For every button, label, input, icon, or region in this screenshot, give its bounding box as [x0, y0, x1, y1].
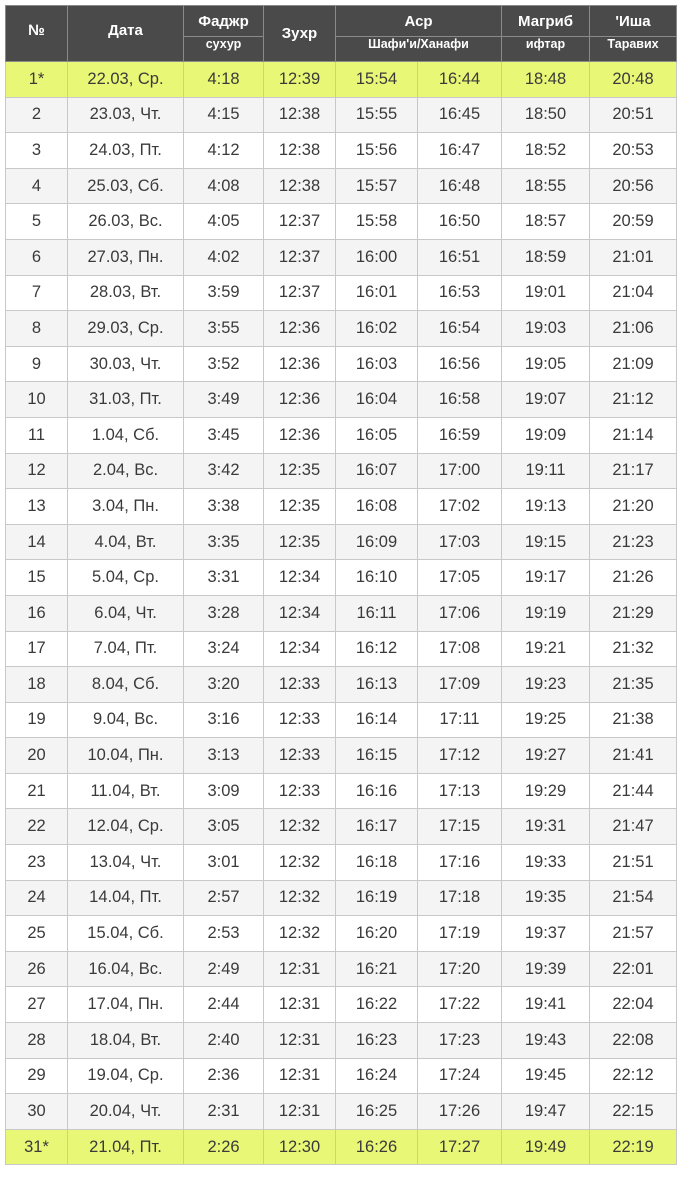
cell-asr-hanafi: 17:20 [418, 951, 502, 987]
cell-maghrib: 19:15 [502, 524, 590, 560]
cell-date: 10.04, Пн. [68, 738, 184, 774]
cell-date: 25.03, Сб. [68, 168, 184, 204]
cell-asr-shafii: 16:16 [336, 773, 418, 809]
table-row [6, 417, 677, 453]
header-isha: 'Иша [590, 6, 677, 37]
cell-asr-hanafi: 17:02 [418, 489, 502, 525]
table-body [6, 62, 677, 1165]
cell-isha: 22:12 [590, 1058, 677, 1094]
cell-date: 18.04, Вт. [68, 1023, 184, 1059]
cell-zuhr: 12:37 [264, 239, 336, 275]
cell-num: 29 [6, 1058, 68, 1094]
table-row [6, 239, 677, 275]
header-fajr-sub: сухур [184, 37, 264, 62]
cell-maghrib: 18:59 [502, 239, 590, 275]
cell-fajr: 3:59 [184, 275, 264, 311]
cell-asr-shafii: 16:10 [336, 560, 418, 596]
cell-maghrib: 19:33 [502, 845, 590, 881]
prayer-times-table-container [5, 5, 676, 1165]
cell-asr-hanafi: 16:50 [418, 204, 502, 240]
cell-isha: 21:26 [590, 560, 677, 596]
cell-fajr: 3:45 [184, 417, 264, 453]
cell-asr-shafii: 16:13 [336, 667, 418, 703]
table-row [6, 773, 677, 809]
cell-num: 18 [6, 667, 68, 703]
header-zuhr: Зухр [264, 6, 336, 62]
cell-zuhr: 12:33 [264, 738, 336, 774]
header-date: Дата [68, 6, 184, 62]
table-row [6, 845, 677, 881]
table-row-highlighted [6, 62, 677, 98]
cell-maghrib: 19:09 [502, 417, 590, 453]
table-row [6, 382, 677, 418]
cell-num: 2 [6, 97, 68, 133]
cell-fajr: 4:12 [184, 133, 264, 169]
cell-num: 26 [6, 951, 68, 987]
cell-maghrib: 18:48 [502, 62, 590, 98]
cell-asr-hanafi: 17:03 [418, 524, 502, 560]
cell-zuhr: 12:32 [264, 845, 336, 881]
cell-isha: 21:17 [590, 453, 677, 489]
cell-num: 12 [6, 453, 68, 489]
cell-zuhr: 12:37 [264, 275, 336, 311]
cell-fajr: 4:08 [184, 168, 264, 204]
cell-num: 23 [6, 845, 68, 881]
cell-isha: 20:53 [590, 133, 677, 169]
cell-isha: 21:35 [590, 667, 677, 703]
cell-zuhr: 12:32 [264, 916, 336, 952]
cell-fajr: 2:31 [184, 1094, 264, 1130]
cell-date: 19.04, Ср. [68, 1058, 184, 1094]
cell-num: 7 [6, 275, 68, 311]
cell-zuhr: 12:36 [264, 417, 336, 453]
cell-date: 6.04, Чт. [68, 595, 184, 631]
cell-isha: 21:04 [590, 275, 677, 311]
cell-asr-shafii: 16:26 [336, 1129, 418, 1165]
cell-asr-hanafi: 17:19 [418, 916, 502, 952]
cell-asr-hanafi: 16:51 [418, 239, 502, 275]
cell-fajr: 3:42 [184, 453, 264, 489]
cell-fajr: 2:44 [184, 987, 264, 1023]
cell-date: 3.04, Пн. [68, 489, 184, 525]
cell-zuhr: 12:35 [264, 489, 336, 525]
cell-zuhr: 12:30 [264, 1129, 336, 1165]
header-isha-sub: Таравих [590, 37, 677, 62]
cell-isha: 21:06 [590, 311, 677, 347]
cell-fajr: 3:09 [184, 773, 264, 809]
cell-asr-hanafi: 16:47 [418, 133, 502, 169]
table-row [6, 1023, 677, 1059]
cell-num: 3 [6, 133, 68, 169]
cell-zuhr: 12:39 [264, 62, 336, 98]
cell-zuhr: 12:31 [264, 1023, 336, 1059]
cell-asr-shafii: 16:24 [336, 1058, 418, 1094]
cell-num: 13 [6, 489, 68, 525]
cell-asr-shafii: 15:54 [336, 62, 418, 98]
cell-fajr: 2:36 [184, 1058, 264, 1094]
cell-date: 15.04, Сб. [68, 916, 184, 952]
cell-asr-shafii: 16:07 [336, 453, 418, 489]
table-row [6, 204, 677, 240]
table-row [6, 880, 677, 916]
cell-num: 30 [6, 1094, 68, 1130]
cell-num: 20 [6, 738, 68, 774]
cell-num: 21 [6, 773, 68, 809]
cell-asr-shafii: 16:14 [336, 702, 418, 738]
cell-isha: 21:47 [590, 809, 677, 845]
cell-date: 1.04, Сб. [68, 417, 184, 453]
cell-isha: 22:08 [590, 1023, 677, 1059]
cell-num: 27 [6, 987, 68, 1023]
table-row [6, 667, 677, 703]
cell-zuhr: 12:33 [264, 702, 336, 738]
cell-isha: 21:57 [590, 916, 677, 952]
cell-fajr: 3:35 [184, 524, 264, 560]
cell-isha: 21:20 [590, 489, 677, 525]
cell-isha: 21:51 [590, 845, 677, 881]
cell-isha: 21:09 [590, 346, 677, 382]
cell-zuhr: 12:36 [264, 346, 336, 382]
table-row [6, 560, 677, 596]
cell-zuhr: 12:33 [264, 667, 336, 703]
cell-num: 10 [6, 382, 68, 418]
cell-zuhr: 12:33 [264, 773, 336, 809]
cell-maghrib: 19:13 [502, 489, 590, 525]
cell-asr-hanafi: 17:12 [418, 738, 502, 774]
cell-num: 11 [6, 417, 68, 453]
cell-asr-shafii: 16:15 [336, 738, 418, 774]
cell-asr-hanafi: 16:44 [418, 62, 502, 98]
cell-num: 8 [6, 311, 68, 347]
table-row [6, 1094, 677, 1130]
cell-asr-shafii: 16:20 [336, 916, 418, 952]
table-row [6, 524, 677, 560]
cell-isha: 22:01 [590, 951, 677, 987]
cell-date: 4.04, Вт. [68, 524, 184, 560]
cell-fajr: 3:52 [184, 346, 264, 382]
cell-asr-hanafi: 17:09 [418, 667, 502, 703]
cell-zuhr: 12:34 [264, 631, 336, 667]
table-row [6, 97, 677, 133]
cell-date: 11.04, Вт. [68, 773, 184, 809]
cell-zuhr: 12:37 [264, 204, 336, 240]
cell-asr-hanafi: 17:23 [418, 1023, 502, 1059]
cell-asr-hanafi: 16:45 [418, 97, 502, 133]
cell-zuhr: 12:32 [264, 880, 336, 916]
cell-date: 26.03, Вс. [68, 204, 184, 240]
cell-asr-shafii: 16:12 [336, 631, 418, 667]
cell-num: 31* [6, 1129, 68, 1165]
cell-asr-hanafi: 17:00 [418, 453, 502, 489]
cell-fajr: 2:49 [184, 951, 264, 987]
cell-fajr: 3:38 [184, 489, 264, 525]
cell-maghrib: 19:31 [502, 809, 590, 845]
cell-fajr: 2:57 [184, 880, 264, 916]
cell-date: 21.04, Пт. [68, 1129, 184, 1165]
table-row [6, 1058, 677, 1094]
table-row [6, 133, 677, 169]
cell-fajr: 3:20 [184, 667, 264, 703]
cell-date: 2.04, Вс. [68, 453, 184, 489]
cell-zuhr: 12:31 [264, 987, 336, 1023]
cell-fajr: 2:53 [184, 916, 264, 952]
table-row [6, 738, 677, 774]
cell-fajr: 4:18 [184, 62, 264, 98]
table-row [6, 631, 677, 667]
cell-zuhr: 12:31 [264, 1094, 336, 1130]
cell-maghrib: 19:19 [502, 595, 590, 631]
cell-zuhr: 12:35 [264, 524, 336, 560]
cell-fajr: 4:02 [184, 239, 264, 275]
table-row [6, 311, 677, 347]
cell-date: 23.03, Чт. [68, 97, 184, 133]
cell-num: 24 [6, 880, 68, 916]
cell-date: 8.04, Сб. [68, 667, 184, 703]
cell-isha: 21:01 [590, 239, 677, 275]
prayer-times-table [5, 5, 677, 1165]
cell-isha: 22:04 [590, 987, 677, 1023]
cell-asr-hanafi: 17:15 [418, 809, 502, 845]
cell-date: 16.04, Вс. [68, 951, 184, 987]
table-row [6, 275, 677, 311]
cell-maghrib: 19:03 [502, 311, 590, 347]
cell-asr-hanafi: 16:48 [418, 168, 502, 204]
cell-date: 17.04, Пн. [68, 987, 184, 1023]
cell-asr-shafii: 16:01 [336, 275, 418, 311]
cell-maghrib: 19:41 [502, 987, 590, 1023]
cell-maghrib: 19:35 [502, 880, 590, 916]
header-maghrib: Магриб [502, 6, 590, 37]
cell-asr-shafii: 16:09 [336, 524, 418, 560]
cell-date: 13.04, Чт. [68, 845, 184, 881]
cell-asr-shafii: 16:25 [336, 1094, 418, 1130]
table-row-highlighted [6, 1129, 677, 1165]
table-row [6, 809, 677, 845]
cell-num: 25 [6, 916, 68, 952]
cell-zuhr: 12:38 [264, 168, 336, 204]
cell-maghrib: 19:39 [502, 951, 590, 987]
cell-num: 28 [6, 1023, 68, 1059]
cell-isha: 21:14 [590, 417, 677, 453]
cell-isha: 21:12 [590, 382, 677, 418]
header-asr: Аср [336, 6, 502, 37]
cell-isha: 22:19 [590, 1129, 677, 1165]
cell-asr-shafii: 15:55 [336, 97, 418, 133]
cell-fajr: 2:26 [184, 1129, 264, 1165]
cell-zuhr: 12:36 [264, 311, 336, 347]
cell-maghrib: 19:17 [502, 560, 590, 596]
cell-num: 14 [6, 524, 68, 560]
cell-asr-hanafi: 17:13 [418, 773, 502, 809]
cell-asr-shafii: 16:05 [336, 417, 418, 453]
cell-date: 30.03, Чт. [68, 346, 184, 382]
cell-asr-shafii: 15:56 [336, 133, 418, 169]
cell-isha: 21:38 [590, 702, 677, 738]
cell-date: 9.04, Вс. [68, 702, 184, 738]
cell-asr-hanafi: 17:05 [418, 560, 502, 596]
cell-asr-hanafi: 17:18 [418, 880, 502, 916]
cell-fajr: 3:16 [184, 702, 264, 738]
cell-fajr: 3:55 [184, 311, 264, 347]
cell-fajr: 3:28 [184, 595, 264, 631]
table-header [6, 6, 677, 62]
cell-maghrib: 19:25 [502, 702, 590, 738]
cell-isha: 21:41 [590, 738, 677, 774]
cell-asr-hanafi: 17:22 [418, 987, 502, 1023]
cell-asr-hanafi: 17:26 [418, 1094, 502, 1130]
cell-zuhr: 12:34 [264, 595, 336, 631]
cell-fajr: 4:15 [184, 97, 264, 133]
cell-maghrib: 19:43 [502, 1023, 590, 1059]
cell-asr-hanafi: 17:06 [418, 595, 502, 631]
cell-maghrib: 19:27 [502, 738, 590, 774]
cell-fajr: 3:13 [184, 738, 264, 774]
table-row [6, 987, 677, 1023]
cell-asr-hanafi: 16:53 [418, 275, 502, 311]
cell-zuhr: 12:36 [264, 382, 336, 418]
cell-isha: 21:54 [590, 880, 677, 916]
cell-isha: 21:44 [590, 773, 677, 809]
cell-date: 14.04, Пт. [68, 880, 184, 916]
cell-date: 22.03, Ср. [68, 62, 184, 98]
header-maghrib-sub: ифтар [502, 37, 590, 62]
cell-zuhr: 12:38 [264, 133, 336, 169]
table-row [6, 453, 677, 489]
cell-asr-hanafi: 16:54 [418, 311, 502, 347]
cell-maghrib: 18:57 [502, 204, 590, 240]
cell-num: 16 [6, 595, 68, 631]
cell-num: 4 [6, 168, 68, 204]
cell-fajr: 3:05 [184, 809, 264, 845]
cell-asr-shafii: 16:22 [336, 987, 418, 1023]
cell-maghrib: 18:55 [502, 168, 590, 204]
cell-asr-hanafi: 16:59 [418, 417, 502, 453]
cell-fajr: 4:05 [184, 204, 264, 240]
cell-zuhr: 12:38 [264, 97, 336, 133]
cell-maghrib: 19:49 [502, 1129, 590, 1165]
cell-asr-shafii: 16:02 [336, 311, 418, 347]
cell-num: 15 [6, 560, 68, 596]
cell-asr-hanafi: 17:16 [418, 845, 502, 881]
cell-num: 17 [6, 631, 68, 667]
cell-fajr: 2:40 [184, 1023, 264, 1059]
cell-fajr: 3:31 [184, 560, 264, 596]
cell-asr-hanafi: 17:24 [418, 1058, 502, 1094]
cell-num: 5 [6, 204, 68, 240]
cell-num: 6 [6, 239, 68, 275]
cell-date: 31.03, Пт. [68, 382, 184, 418]
cell-maghrib: 19:01 [502, 275, 590, 311]
table-row [6, 916, 677, 952]
header-asr-sub: Шафи'и/Ханафи [336, 37, 502, 62]
cell-asr-hanafi: 16:56 [418, 346, 502, 382]
cell-isha: 21:29 [590, 595, 677, 631]
cell-zuhr: 12:35 [264, 453, 336, 489]
table-row [6, 702, 677, 738]
cell-asr-shafii: 15:58 [336, 204, 418, 240]
cell-date: 29.03, Ср. [68, 311, 184, 347]
cell-asr-shafii: 16:03 [336, 346, 418, 382]
cell-num: 22 [6, 809, 68, 845]
cell-date: 20.04, Чт. [68, 1094, 184, 1130]
table-row [6, 168, 677, 204]
cell-zuhr: 12:34 [264, 560, 336, 596]
cell-asr-shafii: 15:57 [336, 168, 418, 204]
cell-maghrib: 18:50 [502, 97, 590, 133]
cell-isha: 21:32 [590, 631, 677, 667]
cell-maghrib: 19:21 [502, 631, 590, 667]
header-num: № [6, 6, 68, 62]
cell-asr-hanafi: 17:11 [418, 702, 502, 738]
cell-zuhr: 12:31 [264, 1058, 336, 1094]
table-row [6, 346, 677, 382]
cell-isha: 20:56 [590, 168, 677, 204]
cell-isha: 21:23 [590, 524, 677, 560]
cell-fajr: 3:49 [184, 382, 264, 418]
table-row [6, 951, 677, 987]
cell-maghrib: 19:11 [502, 453, 590, 489]
cell-date: 27.03, Пн. [68, 239, 184, 275]
cell-asr-hanafi: 16:58 [418, 382, 502, 418]
cell-num: 9 [6, 346, 68, 382]
cell-isha: 22:15 [590, 1094, 677, 1130]
cell-asr-shafii: 16:19 [336, 880, 418, 916]
cell-fajr: 3:24 [184, 631, 264, 667]
cell-date: 28.03, Вт. [68, 275, 184, 311]
cell-date: 24.03, Пт. [68, 133, 184, 169]
cell-isha: 20:48 [590, 62, 677, 98]
cell-isha: 20:51 [590, 97, 677, 133]
table-row [6, 595, 677, 631]
cell-maghrib: 19:47 [502, 1094, 590, 1130]
cell-asr-hanafi: 17:27 [418, 1129, 502, 1165]
cell-maghrib: 19:23 [502, 667, 590, 703]
cell-isha: 20:59 [590, 204, 677, 240]
cell-zuhr: 12:32 [264, 809, 336, 845]
cell-asr-shafii: 16:08 [336, 489, 418, 525]
cell-asr-shafii: 16:04 [336, 382, 418, 418]
cell-date: 5.04, Ср. [68, 560, 184, 596]
cell-asr-shafii: 16:00 [336, 239, 418, 275]
cell-num: 1* [6, 62, 68, 98]
cell-maghrib: 18:52 [502, 133, 590, 169]
table-row [6, 489, 677, 525]
cell-maghrib: 19:45 [502, 1058, 590, 1094]
cell-asr-shafii: 16:17 [336, 809, 418, 845]
cell-maghrib: 19:37 [502, 916, 590, 952]
cell-asr-hanafi: 17:08 [418, 631, 502, 667]
cell-asr-shafii: 16:23 [336, 1023, 418, 1059]
cell-num: 19 [6, 702, 68, 738]
cell-date: 12.04, Ср. [68, 809, 184, 845]
cell-maghrib: 19:29 [502, 773, 590, 809]
cell-date: 7.04, Пт. [68, 631, 184, 667]
cell-zuhr: 12:31 [264, 951, 336, 987]
cell-asr-shafii: 16:18 [336, 845, 418, 881]
cell-asr-shafii: 16:21 [336, 951, 418, 987]
header-fajr: Фаджр [184, 6, 264, 37]
cell-maghrib: 19:05 [502, 346, 590, 382]
cell-asr-shafii: 16:11 [336, 595, 418, 631]
cell-maghrib: 19:07 [502, 382, 590, 418]
cell-fajr: 3:01 [184, 845, 264, 881]
